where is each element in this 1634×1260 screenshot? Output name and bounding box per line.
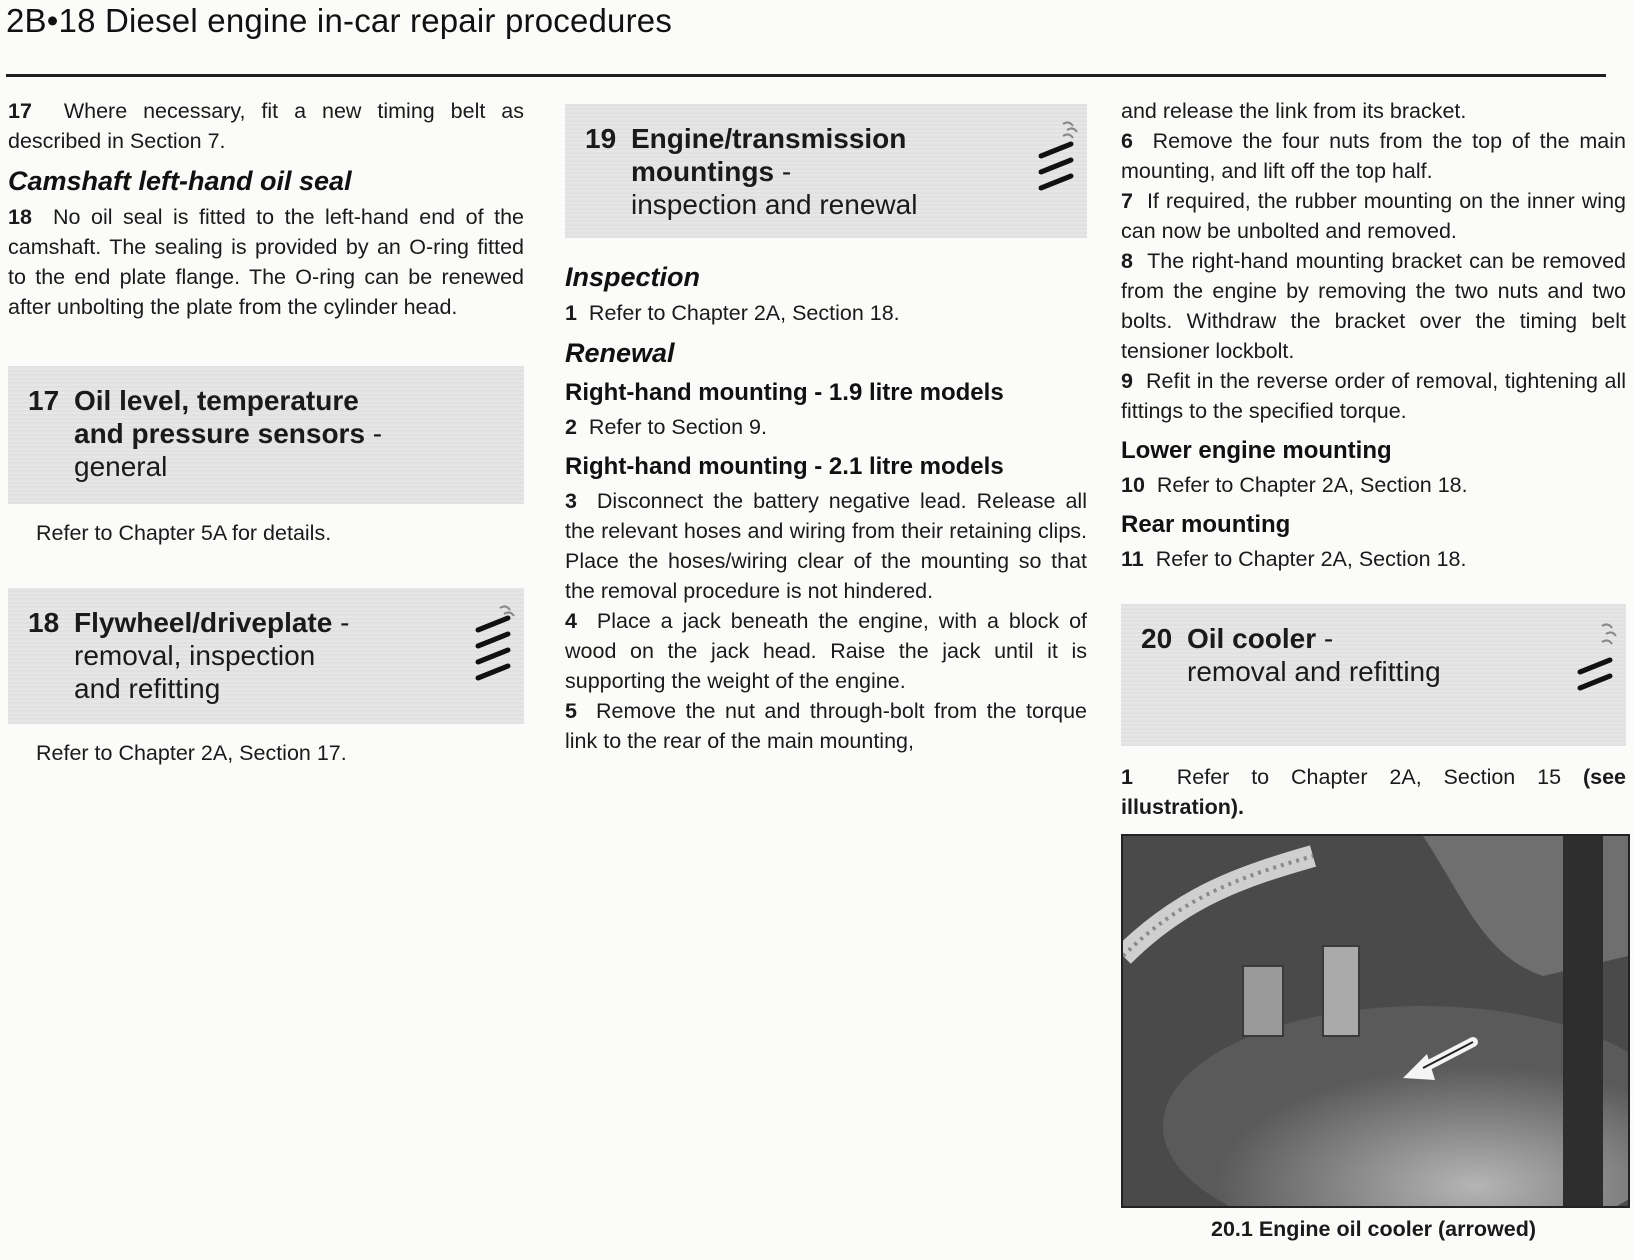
para-number: 1 <box>1121 765 1133 789</box>
para-9 <box>1121 366 1626 426</box>
para-text: Disconnect the battery negative lead. Release all the relevant hoses and wiring from their retaining clips. Place the hoses/wiring clear of the mounting so that the removal procedure is not hindered. <box>565 489 1087 603</box>
section-title: and pressure sensors <box>74 418 366 449</box>
section-subtitle: general <box>74 451 168 482</box>
minor-rh-1-9: Right-hand mounting - 1.9 litre models <box>565 379 1004 406</box>
section-title: Flywheel/driveplate <box>74 607 333 638</box>
title-dash: - <box>365 418 383 449</box>
section-18-text: Refer to Chapter 2A, Section 17. <box>36 741 347 765</box>
para-1 <box>565 298 1087 328</box>
para-8 <box>1121 246 1626 366</box>
para-text: Place a jack beneath the engine, with a block of wood on the jack head. Raise the jack until it is supporting the weight of the engine. <box>565 609 1088 693</box>
para-number: 8 <box>1121 249 1133 273</box>
para-20-1 <box>1121 762 1626 822</box>
section-number: 18 <box>28 607 60 638</box>
column-3 <box>1121 96 1626 1244</box>
para-3 <box>565 486 1087 606</box>
column-1 <box>8 96 524 768</box>
para-number: 2 <box>565 415 577 439</box>
title-dash: - <box>1316 623 1334 654</box>
section-title: Engine/transmission <box>631 123 907 154</box>
para-number: 4 <box>565 609 577 633</box>
para-number: 18 <box>8 205 32 229</box>
para-2 <box>565 412 1087 442</box>
section-19-heading <box>565 104 1087 238</box>
para-number: 6 <box>1121 129 1133 153</box>
title-dash: - <box>332 607 350 638</box>
section-number: 20 <box>1141 623 1173 654</box>
para-6 <box>1121 126 1626 186</box>
header-rule <box>6 74 1606 77</box>
subhead-inspection: Inspection <box>565 262 701 292</box>
para-number: 11 <box>1121 547 1144 571</box>
section-subtitle: inspection and renewal <box>631 189 918 220</box>
section-title: Oil cooler <box>1187 623 1317 654</box>
section-title: Oil level, temperature <box>74 385 359 416</box>
para-number: 9 <box>1121 369 1133 393</box>
para-text: Refer to Chapter 2A, Section 18. <box>588 301 900 325</box>
para-text: Where necessary, fit a new timing belt as described in Section 7. <box>8 99 524 153</box>
subhead-renewal: Renewal <box>565 338 675 368</box>
para-number: 10 <box>1121 473 1145 497</box>
section-18-heading <box>8 588 524 724</box>
para-text: Remove the four nuts from the top of the main mounting, and lift off the top half. <box>1121 129 1626 183</box>
engine-photo-drawing <box>1123 836 1628 1206</box>
para-number: 1 <box>565 301 577 325</box>
subhead-camshaft-seal: Camshaft left-hand oil seal <box>8 166 352 196</box>
photo-caption: 20.1 Engine oil cooler (arrowed) <box>1211 1217 1536 1241</box>
wrench-rating-icon <box>1033 116 1079 214</box>
para-text: Refit in the reverse order of removal, tightening all fittings to the specified torque. <box>1121 369 1627 423</box>
section-number: 19 <box>585 123 617 154</box>
para-text: No oil seal is fitted to the left-hand end of the camshaft. The sealing is provided by an O-ring fitted to the end plate flange. The O-ring can be renewed after unbolting the plate from the cylinder head. <box>8 205 524 319</box>
para-7 <box>1121 186 1626 246</box>
section-number: 17 <box>28 385 60 416</box>
minor-rh-2-1: Right-hand mounting - 2.1 litre models <box>565 453 1004 480</box>
para-5-cont: and release the link from its bracket. <box>1121 99 1467 123</box>
section-subtitle: removal and refitting <box>1187 656 1441 687</box>
para-number: 3 <box>565 489 577 513</box>
para-text: Refer to Chapter 2A, Section 15 <box>1176 765 1583 789</box>
para-text: Refer to Section 9. <box>588 415 767 439</box>
para-number: 17 <box>8 99 32 123</box>
section-subtitle: removal, inspection <box>74 640 316 671</box>
section-20-heading <box>1121 604 1626 746</box>
section-subtitle: and refitting <box>74 673 221 704</box>
para-number: 7 <box>1121 189 1133 213</box>
para-text: Refer to Chapter 2A, Section 18. <box>1155 547 1467 571</box>
title-dash: - <box>774 156 792 187</box>
para-17 <box>8 96 524 156</box>
illustration-ref: (see illustration). <box>1121 765 1627 819</box>
wrench-rating-icon <box>1572 616 1618 714</box>
engine-photo <box>1121 834 1630 1208</box>
para-11 <box>1121 544 1626 574</box>
minor-lower-mounting: Lower engine mounting <box>1121 437 1392 464</box>
para-10 <box>1121 470 1626 500</box>
para-text: Remove the nut and through-bolt from the torque link to the rear of the main mounting, <box>565 699 1087 753</box>
column-2 <box>565 96 1087 756</box>
minor-rear-mounting: Rear mounting <box>1121 511 1291 538</box>
wrench-rating-icon <box>470 600 516 698</box>
para-text: Refer to Chapter 2A, Section 18. <box>1156 473 1468 497</box>
para-4 <box>565 606 1087 696</box>
para-18 <box>8 202 524 322</box>
para-text: If required, the rubber mounting on the inner wing can now be unbolted and removed. <box>1121 189 1626 243</box>
para-5 <box>565 696 1087 756</box>
section-title: mountings <box>631 156 775 187</box>
section-17-heading <box>8 366 524 504</box>
page-header <box>6 0 1606 80</box>
section-17-text: Refer to Chapter 5A for details. <box>36 521 332 545</box>
para-text: The right-hand mounting bracket can be removed from the engine by removing the two nuts and two bolts. Withdraw the bracket over the timing belt tensioner lockbolt. <box>1121 249 1626 363</box>
page-title: 2B•18 Diesel engine in-car repair procedures <box>6 2 673 39</box>
para-number: 5 <box>565 699 577 723</box>
